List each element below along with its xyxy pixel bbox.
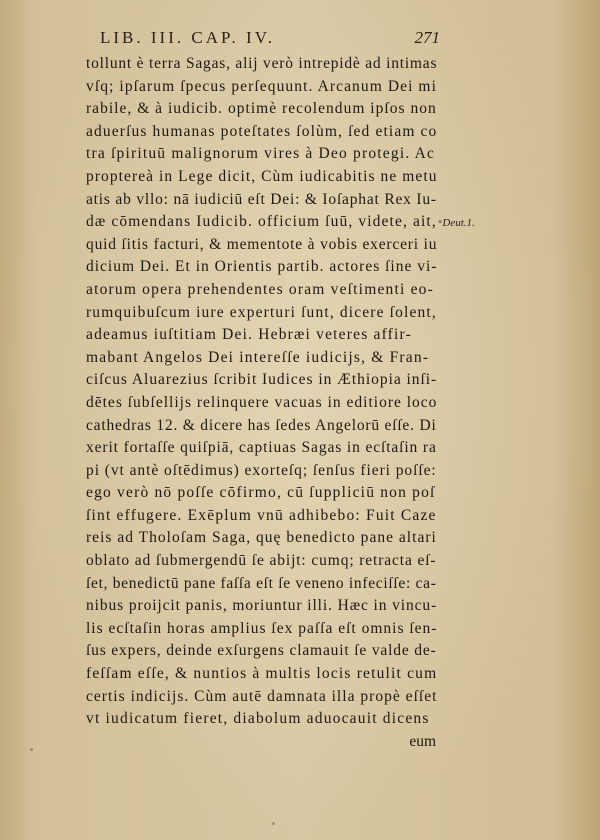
text-line: rumquibuſcum iure experturi ſunt, dicere ſolent, <box>86 303 437 321</box>
text-line: xerit fortaſſe quiſpiā, captiuas Sagas in ecſtaſin ra <box>86 439 437 457</box>
text-line: oblato ad ſubmergendū ſe abijt: cumq; retracta eſ- <box>86 552 437 570</box>
text-line: cathedras 12. & dicere has ſedes Angelorū eſſe. Di <box>86 416 437 434</box>
text-line: adeamus iuſtitiam Dei. Hebræi veteres affir- <box>86 326 412 344</box>
text-line: dicium Dei. Et in Orientis partib. actores ſine vi- <box>86 258 438 276</box>
text-line: quid ſitis facturi, & mementote à vobis exerceri iu <box>86 235 438 253</box>
text-line: ſus expers, deinde exſurgens clamauit ſe valde de- <box>86 642 437 660</box>
text-line: certis indicijs. Cùm autē damnata illa propè eſſet <box>86 687 438 705</box>
text-line: aduerſus humanas poteſtates ſolùm, ſed etiam co <box>86 122 438 140</box>
text-line: ſet, benedictū pane faſſa eſt ſe veneno infeciſſe: ca- <box>86 574 437 592</box>
text-line: lis ecſtaſin horas amplius ſex paſſa eſt omnis ſen- <box>86 619 438 637</box>
catchword: eum <box>409 732 436 750</box>
text-line: ſint effugere. Exēplum vnū adhibebo: Fuit Caze <box>86 506 437 524</box>
page-header <box>100 28 440 52</box>
margin-note: ᵃDeut.1. <box>438 217 475 229</box>
text-line: feſſam eſſe, & nuntios à multis locis retulit cum <box>86 665 438 683</box>
text-line: ciſcus Aluarezius ſcribit Iudices in Æthiopia inſi- <box>86 371 438 389</box>
text-line: dētes ſubſellijs relinquere vacuas in editiore loco <box>86 393 438 411</box>
text-line: nibus proijcit panis, moriuntur illi. Hæc in vincu- <box>86 597 438 615</box>
page-number: 271 <box>414 28 440 47</box>
text-line: tra ſpirituū malignorum vires à Deo protegi. Ac <box>86 145 436 163</box>
paper-speck <box>272 822 275 825</box>
text-line: pi (vt antè oſtēdimus) exorteſq; ſenſus fieri poſſe: <box>86 461 437 479</box>
text-line: proptereà in Lege dicit, Cùm iudicabitis ne metu <box>86 167 438 185</box>
running-head: LIB. III. CAP. IV. <box>100 28 276 47</box>
paper-speck <box>30 748 33 751</box>
text-line: ego verò nō poſſe cōfirmo, cū ſuppliciū non poſ <box>86 484 436 502</box>
text-line: rabile, & à iudicib. optimè recolendum ipſos non <box>86 100 437 118</box>
text-line: tollunt è terra Sagas, alij verò intrepidè ad intimas <box>86 55 438 72</box>
text-line: atorum opera prehendentes oram veſtimenti eo- <box>86 280 434 298</box>
text-line: reis ad Tholoſam Saga, quę benedicto pane altari <box>86 529 437 547</box>
text-line: atis ab vllo: nā iudiciū eſt Dei: & Ioſaphat Rex Iu- <box>86 190 437 208</box>
body-text <box>86 53 436 753</box>
text-line: mabant Angelos Dei intereſſe iudicijs, & Fran- <box>86 348 430 366</box>
text-line: dæ cōmendans Iudicib. officium ſuū, videte, ait, <box>86 213 437 231</box>
text-line: vſq; ipſarum ſpecus perſequunt. Arcanum Dei mi <box>86 77 437 95</box>
text-line: vt iudicatum fieret, diabolum aduocauit dicens <box>86 710 430 728</box>
